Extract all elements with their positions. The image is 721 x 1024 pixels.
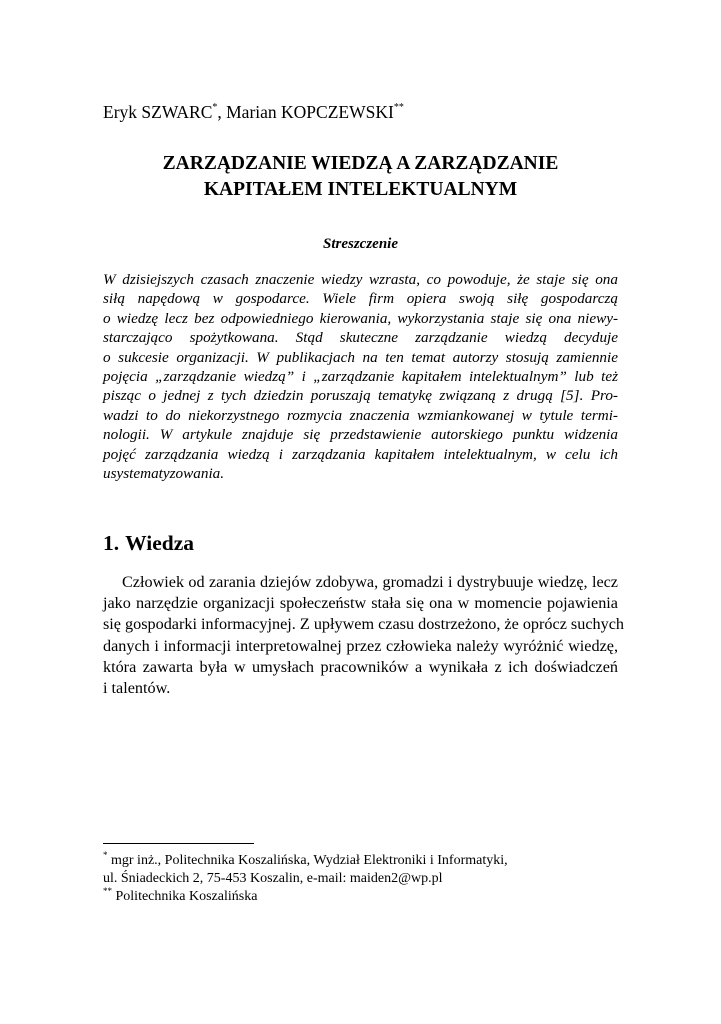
abstract-line: nologii. W artykule znajduje się przedstawienie autorskiego punktu widzenia — [103, 426, 618, 444]
footnotes — [103, 852, 508, 906]
footnote-1-mark: * — [103, 850, 108, 860]
body-line: się gospodarki informacyjnej. Z upływem czasu dostrzeżono, że oprócz suchych — [103, 615, 624, 634]
abstract-line: W dzisiejszych czasach znaczenie wiedzy wzrasta, co powoduje, że staje się ona — [103, 271, 618, 288]
author-2-footnote-mark: ** — [393, 102, 404, 113]
abstract-line: pisząc o jednej z tych dziedzin poruszają tematykę związaną z drugą [5]. Pro- — [103, 387, 618, 405]
author-1-name: Eryk SZWARC — [103, 102, 213, 122]
abstract-line: o wiedzę lecz bez odpowiedniego kierowania, wykorzystania staje się ona niewy- — [103, 309, 618, 327]
abstract-line: wadzi to do niekorzystnego rozmycia znaczenia wzmiankowanej w tytule termi- — [103, 406, 618, 424]
section-title: Wiedza — [125, 531, 195, 555]
footnote-2 — [103, 888, 508, 906]
title-line-1: ZARZĄDZANIE WIEDZĄ A ZARZĄDZANIE — [162, 153, 559, 174]
body-line: danych i informacji interpretowalnej przez człowieka należy wyróżnić wiedzę, — [103, 636, 618, 655]
abstract-line: pojęć zarządzania wiedzą i zarządzania kapitałem intelektualnym, w celu ich — [103, 445, 618, 463]
abstract-line: pojęcia „zarządzanie wiedzą” i „zarządzanie kapitałem intelektualnym” lub też — [103, 368, 618, 386]
body-paragraph — [103, 572, 624, 699]
author-2-name: Marian KOPCZEWSKI — [226, 102, 394, 122]
abstract-text — [103, 270, 618, 483]
abstract-line: starczająco spożytkowana. Stąd skuteczne zarządzanie wiedzą decyduje — [103, 329, 618, 347]
abstract-heading: Streszczenie — [323, 236, 398, 252]
title-line-2: KAPITAŁEM INTELEKTUALNYM — [203, 179, 518, 200]
abstract-line: o sukcesie organizacji. W publikacjach na ten temat autorzy stosują zamiennie — [103, 348, 618, 366]
footnote-1-line-2: ul. Śniadeckich 2, 75-453 Koszalin, e-mail: maiden2@wp.pl — [103, 871, 443, 886]
footnote-1-text: mgr inż., Politechnika Koszalińska, Wydział Elektroniki i Informatyki, — [107, 853, 508, 868]
section-heading — [103, 530, 194, 556]
abstract-line: usystematyzowania. — [103, 465, 225, 483]
footnote-2-mark: ** — [103, 886, 112, 896]
author-1-footnote-mark: * — [212, 102, 218, 113]
footnote-2-text: Politechnika Koszalińska — [112, 889, 258, 904]
footnote-separator — [103, 843, 254, 844]
body-line: jako narzędzie organizacji społeczeństw stała się ona w momencie pojawienia — [103, 594, 618, 613]
footnote-1-line-1 — [103, 852, 508, 870]
authors-line — [103, 101, 404, 123]
abstract-line: siłą napędową w gospodarce. Wiele firm opiera swoją siłę gospodarczą — [103, 290, 618, 308]
author-separator: , — [217, 102, 227, 122]
paper-title — [80, 151, 641, 203]
section-number: 1. — [103, 531, 120, 555]
body-line: Człowiek od zarania dziejów zdobywa, gromadzi i dystrybuuje wiedzę, lecz — [122, 573, 618, 591]
body-line: która zawarta była w umysłach pracowników a wynikała z ich doświadczeń — [103, 657, 618, 676]
body-line: i talentów. — [103, 679, 171, 698]
